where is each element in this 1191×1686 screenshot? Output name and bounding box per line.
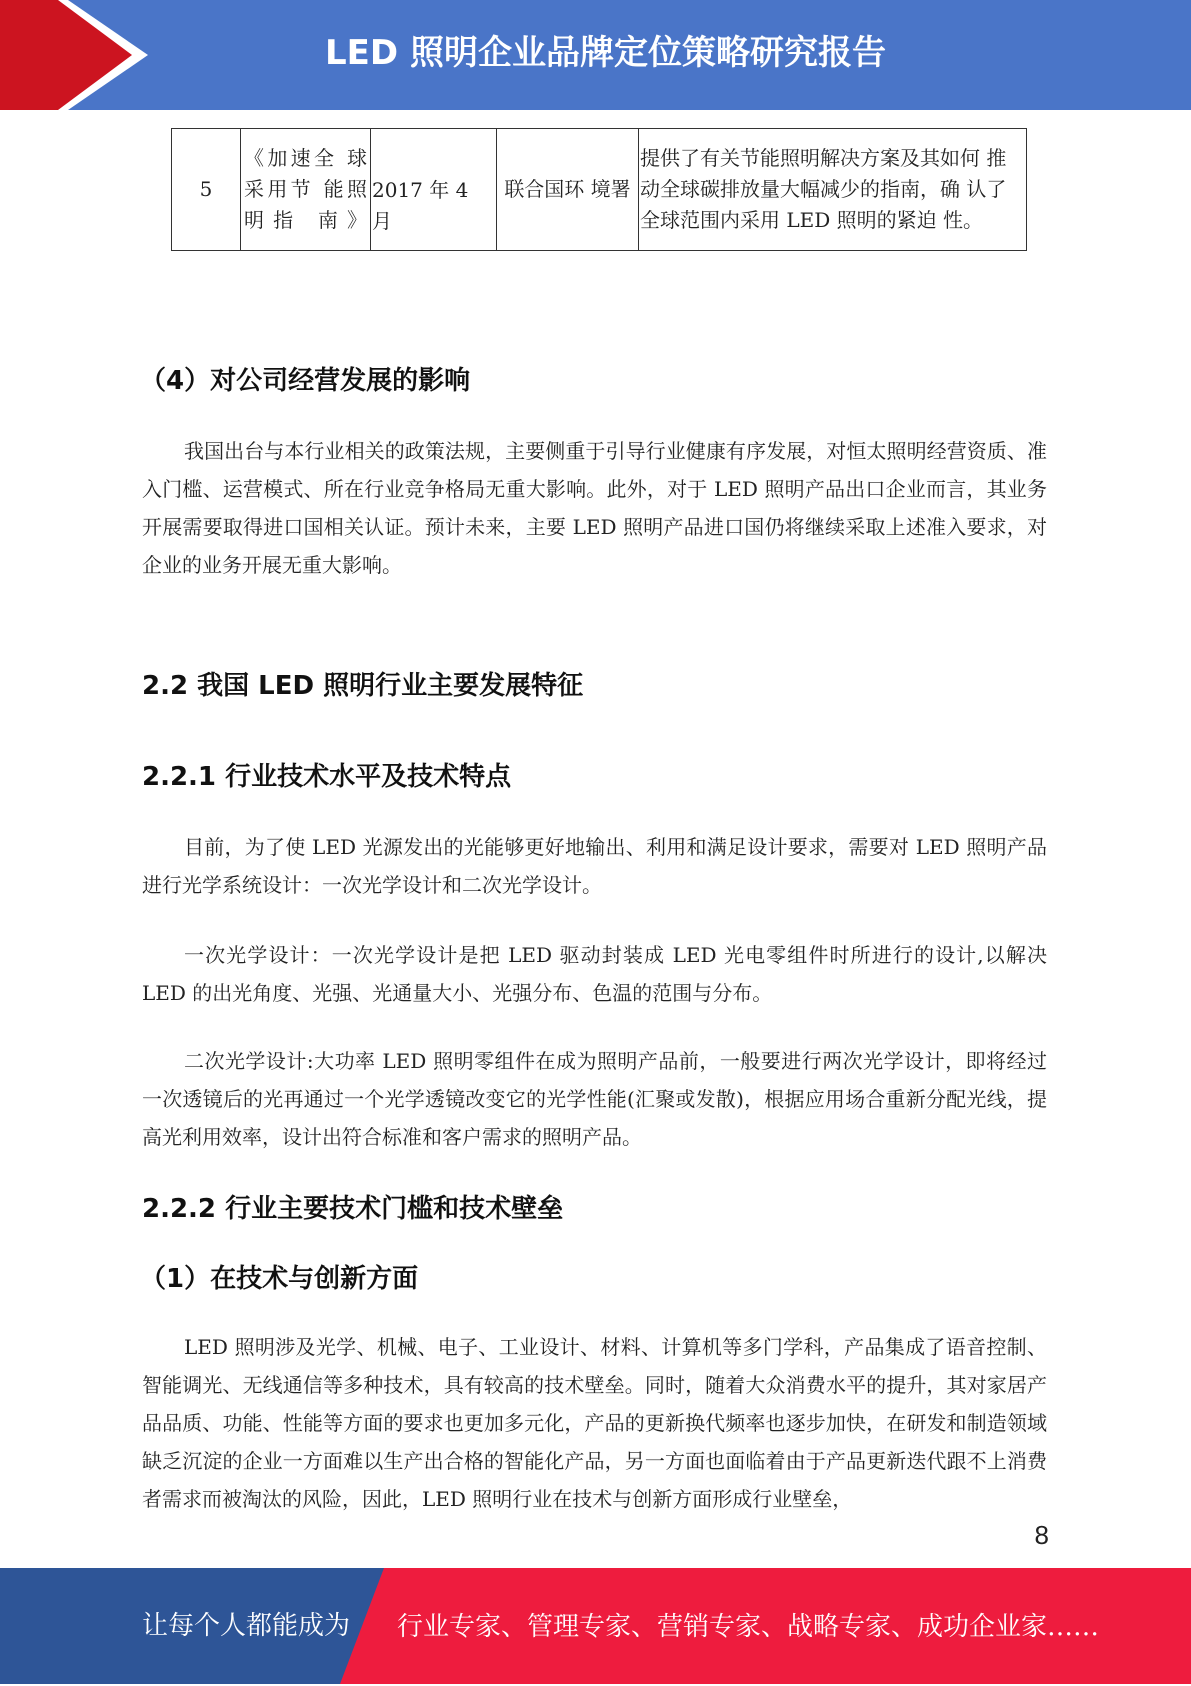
table-cell-description: 提供了有关节能照明解决方案及其如何 推动全球碳排放量大幅减少的指南，确 认了全球范围内采用 LED 照明的紧迫 性。	[639, 129, 1027, 251]
footer-slogan-left: 让每个人都能成为	[142, 1611, 351, 1641]
table-cell-org: 联合国环 境署	[497, 129, 639, 251]
section-heading-2-2: 2.2 我国 LED 照明行业主要发展特征	[142, 671, 584, 701]
footer-slogan-right: 行业专家、管理专家、营销专家、战略专家、成功企业家……	[397, 1612, 1100, 1642]
table-row	[172, 129, 1027, 251]
section-heading-innovation: （1）在技术与创新方面	[140, 1264, 419, 1294]
page-number: 8	[1034, 1520, 1049, 1550]
section-heading-2-2-2: 2.2.2 行业主要技术门槛和技术壁垒	[142, 1194, 564, 1224]
paragraph-primary-optics: 一次光学设计：一次光学设计是把 LED 驱动封装成 LED 光电零组件时所进行的设计,以解决 LED 的出光角度、光强、光通量大小、光强分布、色温的范围与分布。	[142, 943, 1047, 1005]
paragraph-optical-design: 目前，为了使 LED 光源发出的光能够更好地输出、利用和满足设计要求，需要对 LED 照明产品进行光学系统设计：一次光学设计和二次光学设计。	[142, 835, 1047, 897]
document-title: LED 照明企业品牌定位策略研究报告	[325, 33, 886, 73]
section-heading-impact: （4）对公司经营发展的影响	[140, 366, 471, 396]
page-footer	[0, 1568, 1191, 1684]
paragraph-impact: 我国出台与本行业相关的政策法规，主要侧重于引导行业健康有序发展，对恒太照明经营资质、准入门槛、运营模式、所在行业竞争格局无重大影响。此外，对于 LED 照明产品出口企业而言，其业务开展需要取得进口国相关认证。预计未来，主要 LED 照明产品进口国仍将继续采取上述准入要求，对企业的业务开展无重大影响。	[142, 439, 1047, 577]
table-cell-number: 5	[172, 129, 241, 251]
page-header	[0, 0, 1191, 110]
section-heading-2-2-1: 2.2.1 行业技术水平及技术特点	[142, 762, 512, 792]
table-cell-name: 《加速全 球 采用节 能照 明指 南》	[241, 129, 371, 251]
paragraph-secondary-optics: 二次光学设计:大功率 LED 照明零组件在成为照明产品前，一般要进行两次光学设计，即将经过一次透镜后的光再通过一个光学透镜改变它的光学性能(汇聚或发散)，根据应用场合重新分配光线，提高光利用效率，设计出符合标准和客户需求的照明产品。	[142, 1049, 1047, 1149]
table-cell-date: 2017 年 4 月	[371, 129, 497, 251]
paragraph-innovation: LED 照明涉及光学、机械、电子、工业设计、材料、计算机等多门学科，产品集成了语音控制、智能调光、无线通信等多种技术，具有较高的技术壁垒。同时，随着大众消费水平的提升，其对家居产品品质、功能、性能等方面的要求也更加多元化，产品的更新换代频率也逐步加快，在研发和制造领域缺乏沉淀的企业一方面难以生产出合格的智能化产品，另一方面也面临着由于产品更新迭代跟不上消费者需求而被淘汰的风险，因此，LED 照明行业在技术与创新方面形成行业壁垒，	[142, 1335, 1047, 1511]
standards-table	[171, 128, 1027, 251]
